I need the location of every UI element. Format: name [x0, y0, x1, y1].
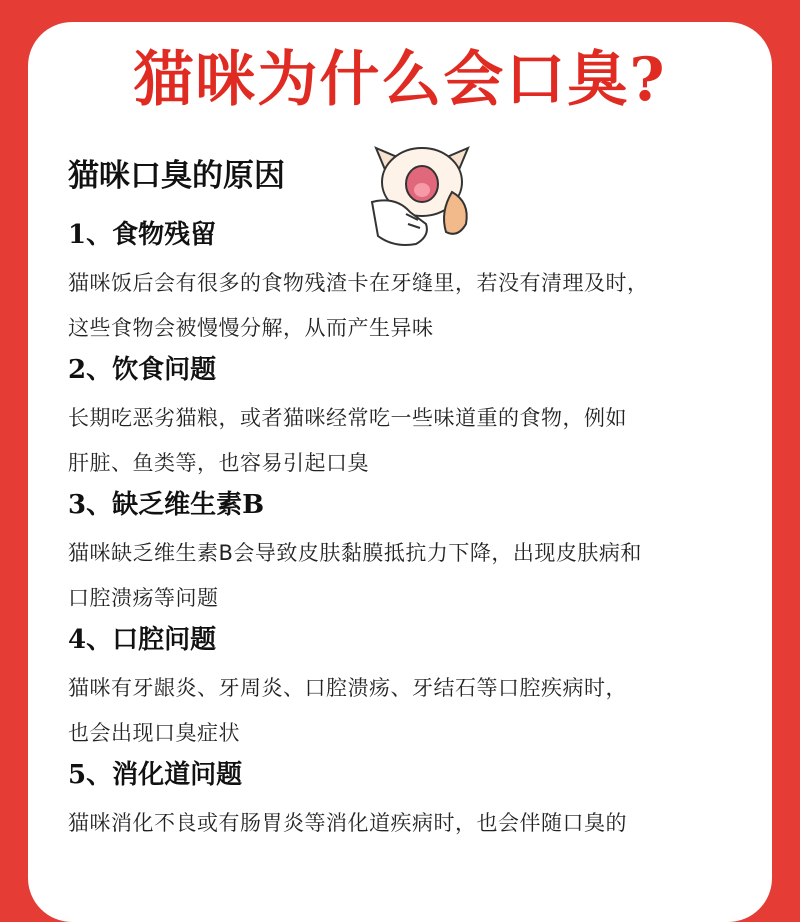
section-body: 猫咪消化不良或有肠胃炎等消化道疾病时，也会伴随口臭的: [68, 811, 627, 835]
cause-section-diet: [68, 350, 758, 486]
section-heading: 4、口腔问题: [68, 625, 217, 655]
section-heading: 2、饮食问题: [68, 355, 217, 385]
section-body: 猫咪饭后会有很多的食物残渣卡在牙缝里，若没有清理及时， 这些食物会被慢慢分解，从而产生异味: [68, 271, 649, 340]
section-body: 猫咪有牙龈炎、牙周炎、口腔溃疡、牙结石等口腔疾病时， 也会出现口臭症状: [68, 676, 627, 745]
cause-section-vitamin-b: [68, 485, 758, 621]
section-heading: 3、缺乏维生素B: [68, 490, 265, 520]
page-title: 猫咪为什么会口臭?: [133, 45, 667, 115]
cause-section-digestive: [68, 755, 758, 846]
section-subtitle: 猫咪口臭的原因: [68, 158, 285, 194]
section-heading: 1、食物残留: [68, 220, 217, 250]
section-body: 猫咪缺乏维生素B会导致皮肤黏膜抵抗力下降，出现皮肤病和 口腔溃疡等问题: [68, 541, 642, 610]
section-body: 长期吃恶劣猫粮，或者猫咪经常吃一些味道重的食物，例如 肝脏、鱼类等，也容易引起口臭: [68, 406, 627, 475]
section-heading: 5、消化道问题: [68, 760, 243, 790]
cause-section-food-residue: [68, 215, 758, 351]
cause-section-oral: [68, 620, 758, 756]
